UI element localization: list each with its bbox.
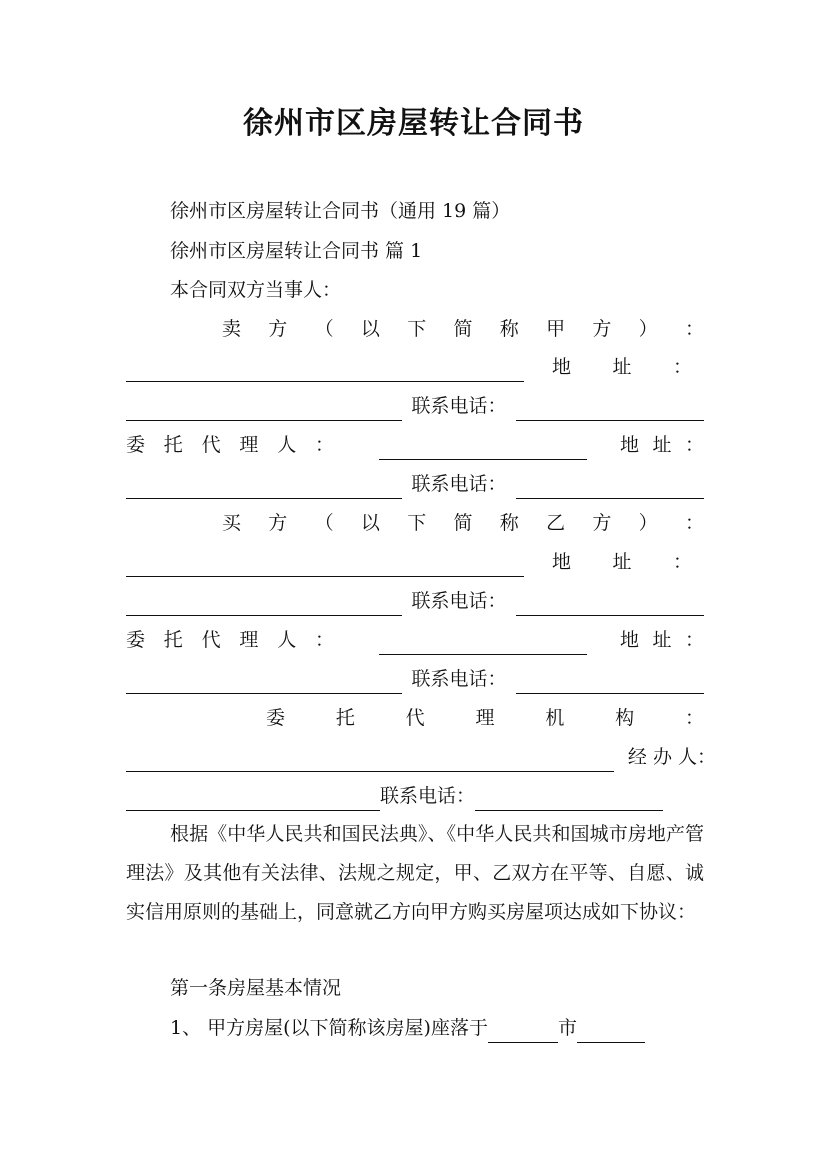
agent-org-label-char: 委	[266, 707, 286, 729]
seller-agent-row	[126, 430, 704, 460]
agent-org-label-char: 托	[335, 707, 355, 729]
seller-label-char: 甲	[546, 318, 566, 340]
buyer-agent-label-char: 委	[126, 629, 146, 651]
buyer-agent-address-label-char: 地	[620, 629, 640, 651]
buyer-agent-label-char: ：	[314, 629, 334, 651]
agent-org-label-char: 构	[615, 707, 635, 729]
buyer-label-char: 乙	[546, 512, 566, 534]
clause1-district-blank[interactable]	[577, 1020, 645, 1043]
clause1-row	[126, 1013, 704, 1043]
seller-agent-label-char: 代	[201, 434, 221, 456]
seller-label-char: 方	[268, 318, 288, 340]
agent-org-blank[interactable]	[126, 749, 614, 772]
clause1-city-label: 市	[557, 1017, 577, 1039]
buyer-agent-label	[126, 625, 334, 655]
buyer-agent-phone-blank[interactable]	[516, 671, 704, 694]
buyer-agent-label-char: 托	[163, 629, 183, 651]
buyer-phone-blank[interactable]	[516, 593, 704, 616]
seller-agent-phone-row	[126, 469, 704, 499]
buyer-address-label-char: ：	[672, 551, 692, 573]
seller-phone-label: 联系电话：	[411, 395, 507, 417]
agent-phone-blank[interactable]	[475, 788, 663, 811]
agent-org-label-char: 理	[475, 707, 495, 729]
buyer-address-blank[interactable]	[126, 593, 402, 616]
buyer-label-char: ）	[638, 512, 658, 534]
buyer-label-char: ：	[684, 512, 704, 534]
buyer-label	[126, 508, 704, 538]
handler-blank[interactable]	[126, 788, 380, 811]
seller-phone-row	[126, 391, 704, 421]
seller-label-char: 简	[453, 318, 473, 340]
seller-agent-address-label	[620, 430, 704, 460]
buyer-agent-label-char: 理	[239, 629, 259, 651]
seller-agent-phone-blank[interactable]	[516, 476, 704, 499]
seller-agent-label-char: ：	[314, 434, 334, 456]
agent-org-label	[126, 703, 704, 733]
buyer-phone-label: 联系电话：	[411, 590, 507, 612]
seller-agent-label-char: 人	[277, 434, 297, 456]
clause1-prefix: 1、 甲方房屋(以下简称该房屋)座落于	[170, 1017, 488, 1039]
seller-address-label-char: ：	[672, 356, 692, 378]
agent-org-label-char: 代	[405, 707, 425, 729]
buyer-agent-phone-row	[126, 664, 704, 694]
basis-paragraph: 根据《中华人民共和国民法典》、《中华人民共和国城市房地产管理法》及其他有关法律、法规之规定，甲、乙双方在平等、自愿、诚实信用原则的基础上，同意就乙方向甲方购买房屋项达成如下协议：	[126, 823, 704, 923]
seller-address-label-char: 地	[552, 356, 572, 378]
buyer-label-char: 简	[453, 512, 473, 534]
seller-address-row	[126, 352, 704, 382]
agent-phone-label: 联系电话：	[380, 785, 476, 807]
handler-label: 经 办 人：	[627, 746, 716, 768]
buyer-agent-label-char: 人	[277, 629, 297, 651]
seller-address-label-char: 址	[612, 356, 632, 378]
seller-agent-label-char: 委	[126, 434, 146, 456]
buyer-address-row	[126, 547, 704, 577]
seller-agent-blank[interactable]	[379, 437, 587, 460]
seller-agent-label-char: 托	[163, 434, 183, 456]
seller-label-char: 称	[499, 318, 519, 340]
agent-handler-row	[126, 742, 716, 772]
buyer-agent-row	[126, 625, 704, 655]
buyer-agent-blank[interactable]	[379, 632, 587, 655]
seller-label-char: 方	[592, 318, 612, 340]
buyer-address-label	[552, 547, 692, 577]
buyer-label-char: 称	[499, 512, 519, 534]
buyer-label-char: 方	[268, 512, 288, 534]
buyer-agent-address-label	[620, 625, 704, 655]
agent-org-label-char: ：	[684, 707, 704, 729]
agent-phone-row	[126, 781, 704, 811]
seller-label-char: ）	[638, 318, 658, 340]
seller-address-label	[552, 352, 692, 382]
seller-agent-address-label-char: ：	[684, 434, 704, 456]
seller-label-char: ：	[684, 318, 704, 340]
agent-org-label-char: 机	[545, 707, 565, 729]
clause1-city-blank[interactable]	[488, 1020, 558, 1043]
buyer-address-label-char: 址	[612, 551, 632, 573]
seller-label-char: 卖	[222, 318, 242, 340]
parties-intro: 本合同双方当事人：	[170, 279, 342, 301]
buyer-label-char: 下	[407, 512, 427, 534]
seller-agent-phone-label: 联系电话：	[411, 473, 507, 495]
seller-label	[126, 314, 704, 344]
buyer-name-blank[interactable]	[126, 554, 524, 577]
buyer-label-char: 买	[222, 512, 242, 534]
seller-phone-blank[interactable]	[516, 398, 704, 421]
document-title: 徐州市区房屋转让合同书	[243, 106, 584, 141]
buyer-label-char: 以	[360, 512, 380, 534]
seller-agent-label	[126, 430, 334, 460]
buyer-agent-address-label-char: 址	[652, 629, 672, 651]
seller-name-blank[interactable]	[126, 359, 524, 382]
seller-agent-address-label-char: 址	[652, 434, 672, 456]
buyer-phone-row	[126, 586, 704, 616]
buyer-agent-address-label-char: ：	[684, 629, 704, 651]
seller-label-char: 以	[360, 318, 380, 340]
document-subtitle: 徐州市区房屋转让合同书（通用 19 篇）	[170, 200, 511, 222]
seller-address-blank[interactable]	[126, 398, 402, 421]
buyer-label-char: 方	[592, 512, 612, 534]
buyer-address-label-char: 地	[552, 551, 572, 573]
seller-agent-address-label-char: 地	[620, 434, 640, 456]
seller-agent-address-blank[interactable]	[126, 476, 402, 499]
buyer-agent-address-blank[interactable]	[126, 671, 402, 694]
section-heading: 徐州市区房屋转让合同书 篇 1	[170, 240, 423, 262]
buyer-label-char: （	[314, 512, 334, 534]
article1-heading: 第一条房屋基本情况	[170, 977, 342, 999]
seller-label-char: （	[314, 318, 334, 340]
buyer-agent-label-char: 代	[201, 629, 221, 651]
seller-label-char: 下	[407, 318, 427, 340]
buyer-agent-phone-label: 联系电话：	[411, 668, 507, 690]
seller-agent-label-char: 理	[239, 434, 259, 456]
